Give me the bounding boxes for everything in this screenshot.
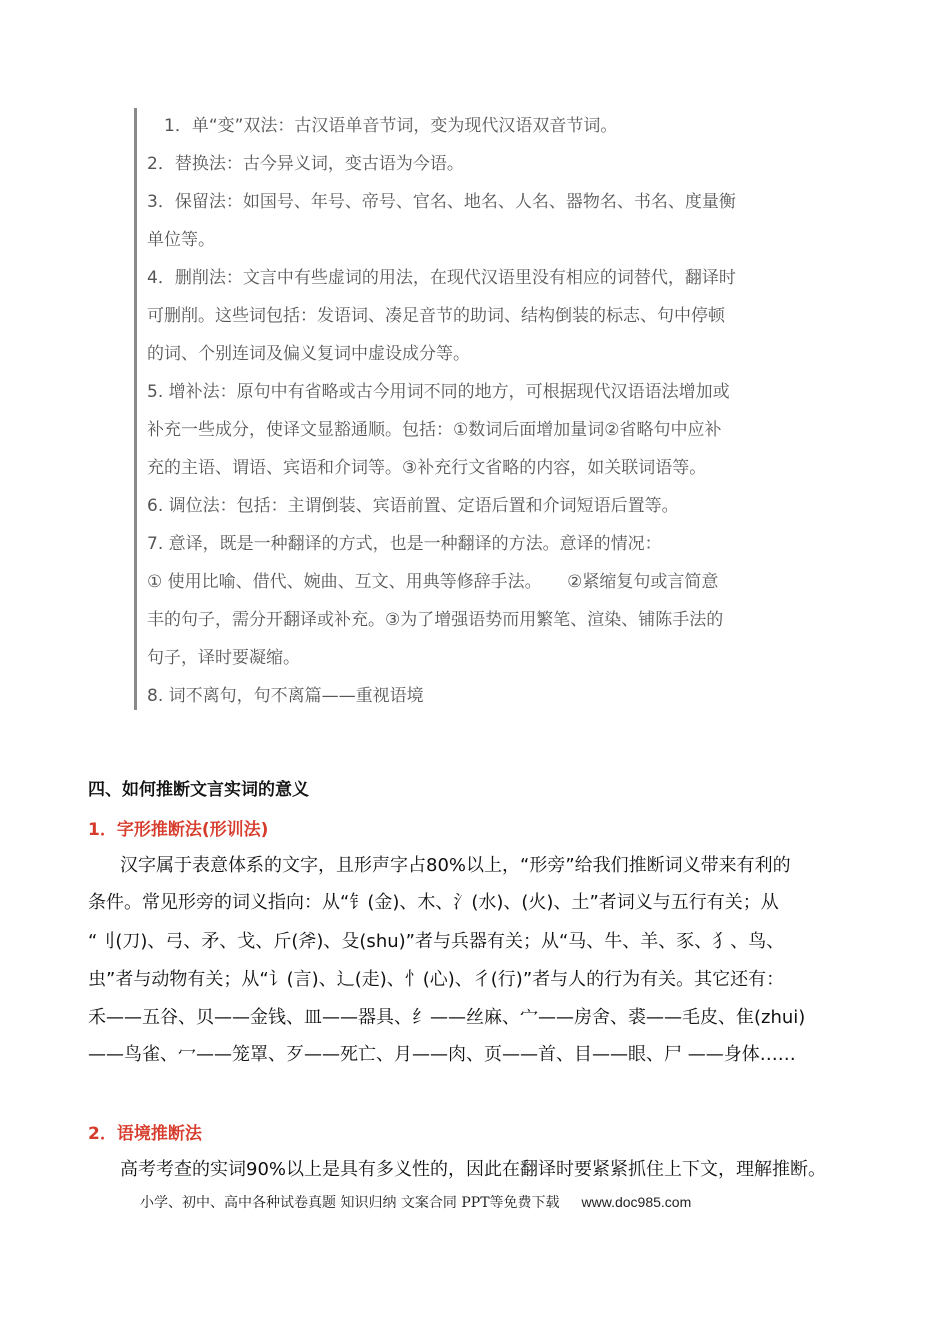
paragraph-line: 高考考查的实词90%以上是具有多义性的，因此在翻译时要紧紧抓住上下文，理解推断。 <box>120 1159 827 1180</box>
subsection-title-context: 2．语境推断法 <box>88 1124 202 1144</box>
section-title: 四、如何推断文言实词的意义 <box>88 780 309 800</box>
method-line: 句子，译时要凝缩。 <box>147 648 300 668</box>
method-line: 5. 增补法：原句中有省略或古今用词不同的地方，可根据现代汉语语法增加或 <box>147 382 730 402</box>
method-line: ① 使用比喻、借代、婉曲、互文、用典等修辞手法。 ②紧缩复句或言简意 <box>147 572 719 592</box>
method-line: 4．删削法：文言中有些虚词的用法，在现代汉语里没有相应的词替代，翻译时 <box>147 268 736 288</box>
paragraph-line: ——鸟雀、冖——笼罩、歹——死亡、月——肉、页——首、目——眼、尸 ——身体…… <box>88 1044 796 1065</box>
method-line: 可删削。这些词包括：发语词、凑足音节的助词、结构倒装的标志、句中停顿 <box>147 306 725 326</box>
method-line: 单位等。 <box>147 230 215 250</box>
translation-methods-block <box>134 108 827 710</box>
method-line: 3．保留法：如国号、年号、帝号、官名、地名、人名、器物名、书名、度量衡 <box>147 192 736 212</box>
method-line: 6. 调位法：包括：主谓倒装、宾语前置、定语后置和介词短语后置等。 <box>147 496 679 516</box>
method-line: 1．单“变”双法：古汉语单音节词，变为现代汉语双音节词。 <box>147 116 618 136</box>
paragraph-line: 汉字属于表意体系的文字，且形声字占80%以上，“形旁”给我们推断词义带来有利的 <box>120 855 791 876</box>
subsection-title-glyph: 1．字形推断法(形训法) <box>88 820 269 840</box>
method-line: 7. 意译，既是一种翻译的方式，也是一种翻译的方法。意译的情况： <box>147 534 662 554</box>
paragraph-line: 虫”者与动物有关；从“讠(言)、辶(走)、忄(心)、彳(行)”者与人的行为有关。其它还有： <box>88 969 785 990</box>
method-line: 8. 词不离句，句不离篇——重视语境 <box>147 686 424 706</box>
method-line: 丰的句子，需分开翻译或补充。③为了增强语势而用繁笔、渲染、铺陈手法的 <box>147 610 724 630</box>
method-line: 补充一些成分，使译文显豁通顺。包括：①数词后面增加量词②省略句中应补 <box>147 420 722 440</box>
method-line: 的词、个别连词及偏义复词中虚设成分等。 <box>147 344 470 364</box>
footer-text: 小学、初中、高中各种试卷真题 知识归纳 文案合同 PPT等免费下载 <box>140 1195 560 1211</box>
paragraph-line: 禾——五谷、贝——金钱、皿——器具、纟——丝麻、宀——房舍、裘——毛皮、隹(zhui) <box>88 1007 806 1028</box>
paragraph-line: 条件。常见形旁的词义指向：从“钅(金)、木、氵(水)、(火)、土”者词义与五行有关；从 <box>88 892 779 913</box>
method-line: 充的主语、谓语、宾语和介词等。③补充行文省略的内容，如关联词语等。 <box>147 458 707 478</box>
page-footer <box>140 1192 691 1212</box>
method-line: 2．替换法：古今异义词，变古语为今语。 <box>147 154 464 174</box>
paragraph-line: “刂(刀)、弓、矛、戈、斤(斧)、殳(shu)”者与兵器有关；从“马、牛、羊、豕、犭、鸟、 <box>88 931 785 952</box>
footer-url[interactable]: www.doc985.com <box>581 1194 692 1210</box>
